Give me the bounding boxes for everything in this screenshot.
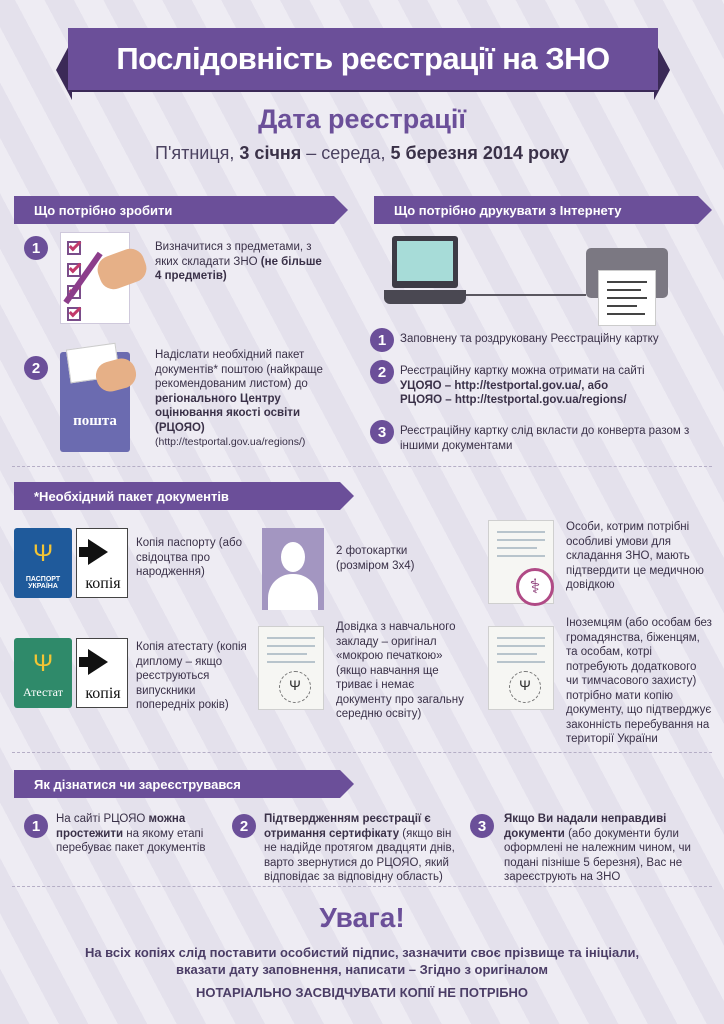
attention-heading: Увага! — [319, 902, 405, 933]
cable-line — [466, 294, 586, 296]
school-text: Довідка з навчального закладу – оригінал «мокрою печаткою» (якщо навчання ще триває і немає документу про загальну середню освіту) — [336, 621, 464, 720]
section-heading: Що потрібно друкувати з Інтернету — [394, 202, 622, 218]
section-print-online — [374, 196, 698, 224]
date-start: 3 січня — [239, 143, 302, 163]
check1-post: на якому етапі перебуває пакет документів — [56, 827, 206, 854]
step-number: 1 — [24, 236, 48, 260]
step1-text — [155, 240, 330, 284]
check-item3-text — [504, 812, 704, 885]
check3-post: (або документи були оформлені не належним чином, чи подані пізніше 5 березня), Вас не зареєструють на ЗНО — [504, 827, 691, 883]
copy-arrow-icon — [76, 528, 128, 598]
section-check-registration — [14, 770, 340, 798]
special-conditions-text: Особи, котрим потрібні особливі умови для складання ЗНО, мають підтвердити це медичною довідкою — [566, 521, 704, 591]
residence-document-icon: Ψ — [488, 626, 554, 710]
passport-text: Копія паспорту (або свідоцтва про народження) — [136, 537, 242, 578]
copy-arrow-icon — [76, 638, 128, 708]
step-number: 2 — [370, 360, 394, 384]
title-banner — [68, 28, 658, 90]
step-number: 1 — [370, 328, 394, 352]
page-subtitle: Дата реєстрації — [258, 104, 466, 134]
step-number: 1 — [24, 814, 48, 838]
divider — [12, 752, 712, 753]
page-title: Послідовність реєстрації на ЗНО — [116, 41, 610, 76]
step-number: 3 — [470, 814, 494, 838]
section-heading: Що потрібно зробити — [34, 202, 173, 218]
print-step2-body: Реєстраційну картку можна отримати на сайті — [400, 365, 645, 377]
print-step3-text: Реєстраційну картку слід вкласти до конверта разом з іншими документами — [400, 425, 690, 452]
photo-icon — [262, 528, 324, 610]
passport-icon: Ψ ПАСПОРТ УКРАЇНА — [14, 528, 72, 598]
step-number: 3 — [370, 420, 394, 444]
school-certificate-icon: Ψ — [258, 626, 324, 710]
divider — [12, 886, 712, 887]
check2-post: (якщо він не надійде протягом двадцяти днів, варто звернутися до РЦОЯО, який відповідає за відповідну область) — [264, 827, 455, 883]
divider — [12, 466, 712, 467]
rcoyao-link[interactable]: РЦОЯО – http://testportal.gov.ua/regions/ — [400, 394, 627, 406]
check1-pre: На сайті РЦОЯО — [56, 813, 149, 825]
medical-icon: ⚕ — [516, 568, 554, 606]
regions-link[interactable]: (http://testportal.gov.ua/regions/) — [155, 436, 306, 448]
step2-text — [155, 348, 335, 450]
footer-line1: На всіх копіях слід поставити особистий підпис, зазначити своє прізвище та ініціали, — [84, 945, 640, 960]
date-mid: – середа, — [301, 143, 391, 163]
printed-page-icon — [598, 270, 656, 326]
check1-bold: можна простежити — [56, 813, 186, 840]
step2-body: Надіслати необхідний пакет документів* поштою (найкраще рекомендованим листом) до — [155, 349, 323, 390]
section-heading: Як дізнатися чи зареєструвався — [34, 776, 241, 792]
passport-label: ПАСПОРТ УКРАЇНА — [25, 576, 61, 590]
check3-bold: Якщо Ви надали неправдиві документи — [504, 813, 667, 840]
photos-text: 2 фотокартки (розміром 3х4) — [336, 545, 415, 572]
step-number: 2 — [24, 356, 48, 380]
atestat-text: Копія атестату (копія диплому – якщо реєструються випускники попередніх років) — [136, 641, 247, 711]
copy-label: копія — [85, 575, 121, 592]
print-step2-text — [400, 364, 710, 408]
step-number: 2 — [232, 814, 256, 838]
footer-line2: вказати дату заповнення, написати – Згідно з оригіналом — [175, 962, 548, 977]
check2-bold: Підтвердженням реєстрації є отримання сертифікату — [264, 813, 431, 840]
check-item2-text — [264, 812, 464, 885]
date-prefix: П'ятниця, — [155, 143, 240, 163]
certificate-icon: Ψ Атестат — [14, 638, 72, 708]
mailbox-label: пошта — [73, 413, 117, 429]
step1-body: Визначитися з предметами, з яких складати ЗНО — [155, 241, 312, 268]
section-what-to-do — [14, 196, 334, 224]
footer-line3: НОТАРІАЛЬНО ЗАСВІДЧУВАТИ КОПІЇ НЕ ПОТРІБНО — [195, 985, 529, 1000]
ucoyao-link[interactable]: УЦОЯО – http://testportal.gov.ua/, або — [400, 379, 609, 392]
print-step1-text: Заповнену та роздруковану Реєстраційну картку — [400, 333, 659, 345]
atestat-label: Атестат — [23, 685, 63, 699]
registration-dates — [0, 143, 724, 164]
check-item1-text — [56, 812, 221, 856]
date-end: 5 березня 2014 року — [390, 143, 569, 163]
copy-label: копія — [85, 685, 121, 702]
section-documents — [14, 482, 340, 510]
foreigners-text: Іноземцям (або особам без громадянства, біженцям, та особам, котрі потребують додаткового чи тимчасового захисту) потрібно мати копію документу, що підтверджує законність перебування на території України — [566, 617, 712, 745]
laptop-base — [384, 290, 466, 304]
step1-bold: (не більше 4 предметів) — [155, 255, 322, 282]
step2-bold: регіонального Центру оцінювання якості освіти (РЦОЯО) — [155, 392, 301, 434]
section-heading: *Необхідний пакет документів — [34, 488, 229, 504]
laptop-icon — [392, 236, 458, 288]
